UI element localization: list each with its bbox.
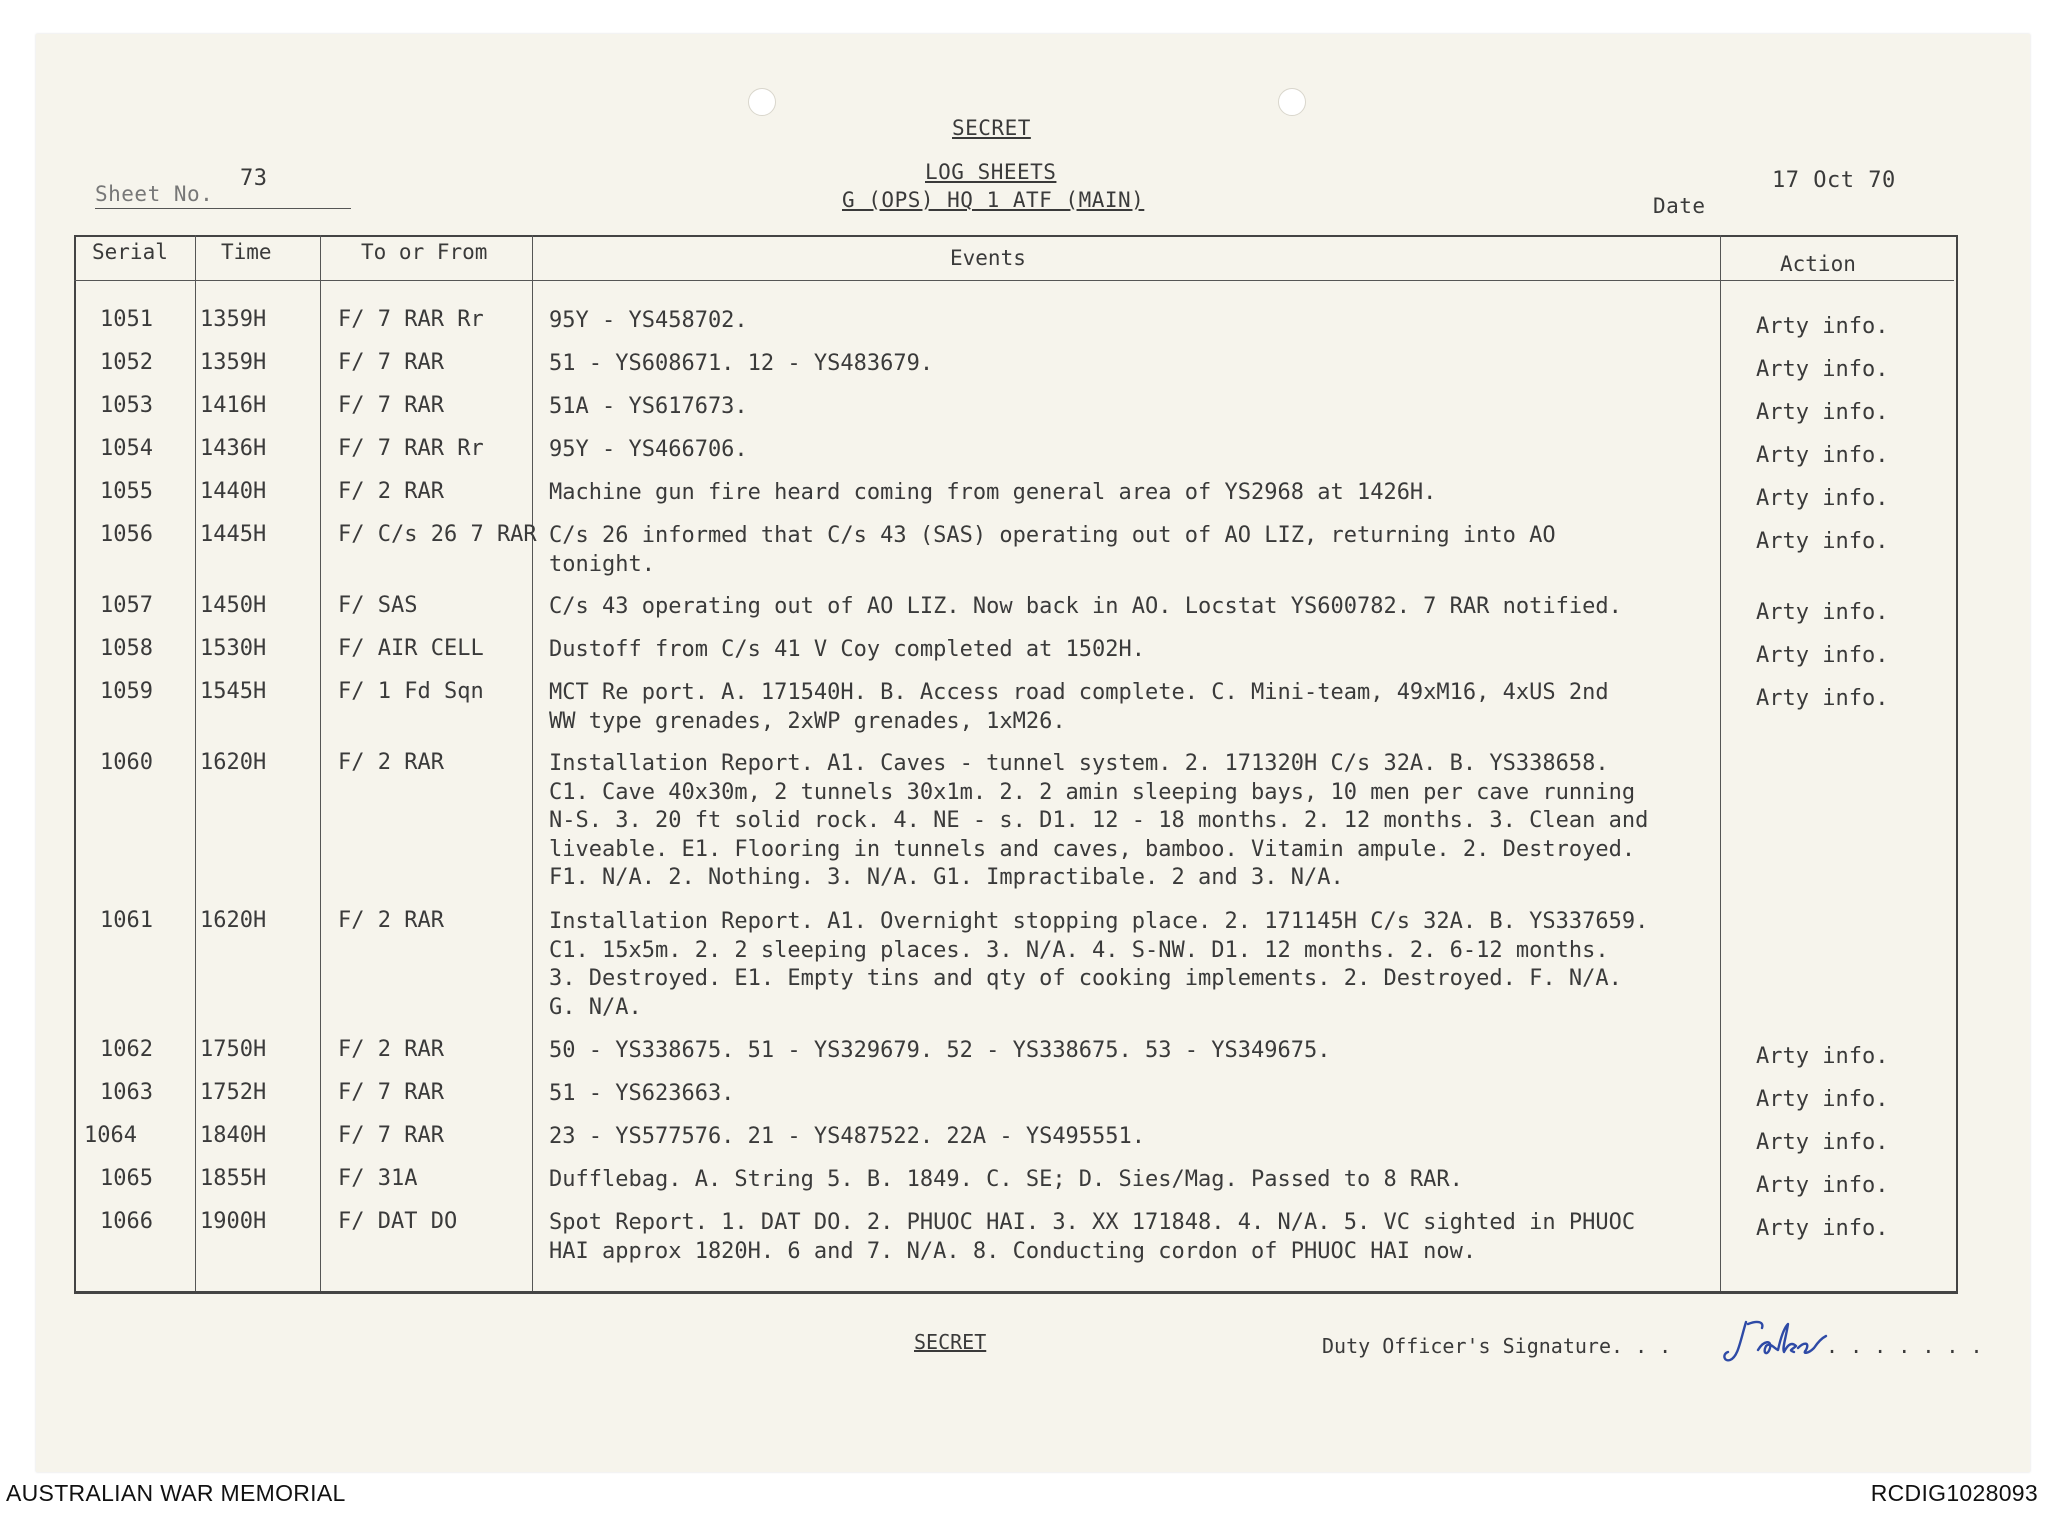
row-action: Arty info.	[1756, 529, 1889, 554]
archive-caption-left: AUSTRALIAN WAR MEMORIAL	[6, 1480, 346, 1506]
row-serial: 1056	[100, 522, 153, 547]
row-time: 1750H	[200, 1037, 267, 1062]
classification-bottom: SECRET	[914, 1330, 987, 1354]
row-serial: 1059	[100, 679, 153, 704]
row-from: F/ 7 RAR	[338, 393, 444, 418]
row-events: 50 - YS338675. 51 - YS329679. 52 - YS338675. 53 - YS349675.	[549, 1038, 1331, 1063]
archive-caption-right: RCDIG1028093	[1870, 1480, 2038, 1506]
row-action: Arty info.	[1756, 1087, 1889, 1112]
row-time: 1450H	[200, 593, 267, 618]
row-time: 1840H	[200, 1123, 267, 1148]
row-serial: 1065	[100, 1166, 153, 1191]
row-serial: 1053	[100, 393, 153, 418]
column-header-time: Time	[221, 240, 272, 264]
col-divider-time	[320, 235, 321, 1291]
row-action: Arty info.	[1756, 1130, 1889, 1155]
row-time: 1359H	[200, 350, 267, 375]
row-from: F/ 7 RAR	[338, 350, 444, 375]
row-time: 1436H	[200, 436, 267, 461]
row-serial: 1062	[100, 1037, 153, 1062]
row-time: 1445H	[200, 522, 267, 547]
row-time: 1620H	[200, 908, 267, 933]
row-serial: 1064	[84, 1123, 137, 1148]
sheet-number-label: Sheet No.	[95, 182, 214, 206]
row-serial: 1052	[100, 350, 153, 375]
row-time: 1620H	[200, 750, 267, 775]
col-divider-events	[1720, 235, 1721, 1291]
row-from: F/ DAT DO	[338, 1209, 458, 1234]
column-header-action: Action	[1780, 252, 1856, 276]
row-events: Spot Report. 1. DAT DO. 2. PHUOC HAI. 3. XX 171848. 4. N/A. 5. VC sighted in PHUOC HAI approx 1820H. 6 and 7. N/A. 8. Conducting cordon of PHUOC HAI now.	[549, 1210, 1636, 1264]
sheet-number: 73	[240, 166, 268, 191]
row-action: Arty info.	[1756, 357, 1889, 382]
row-events: C/s 26 informed that C/s 43 (SAS) operating out of AO LIZ, returning into AO tonight.	[549, 523, 1556, 577]
handwritten-signature	[1718, 1312, 1838, 1372]
row-events: 51A - YS617673.	[549, 394, 748, 419]
row-action: Arty info.	[1756, 686, 1889, 711]
row-from: F/ SAS	[338, 593, 418, 618]
row-serial: 1054	[100, 436, 153, 461]
signature-label: Duty Officer's Signature. . .	[1322, 1334, 1672, 1358]
col-divider-from	[532, 235, 533, 1291]
row-events: MCT Re port. A. 171540H. B. Access road complete. C. Mini-team, 49xM16, 4xUS 2nd WW type grenades, 2xWP grenades, 1xM26.	[549, 680, 1609, 734]
row-serial: 1063	[100, 1080, 153, 1105]
row-time: 1545H	[200, 679, 267, 704]
row-events: 51 - YS608671. 12 - YS483679.	[549, 351, 934, 376]
row-events: C/s 43 operating out of AO LIZ. Now back in AO. Locstat YS600782. 7 RAR notified.	[549, 594, 1622, 619]
row-action: Arty info.	[1756, 1173, 1889, 1198]
row-action: Arty info.	[1756, 1216, 1889, 1241]
row-events: Dufflebag. A. String 5. B. 1849. C. SE; D. Sies/Mag. Passed to 8 RAR.	[549, 1167, 1463, 1192]
row-serial: 1066	[100, 1209, 153, 1234]
row-action: Arty info.	[1756, 443, 1889, 468]
classification-top: SECRET	[952, 116, 1031, 140]
row-action: Arty info.	[1756, 1044, 1889, 1069]
column-header-to-or-from: To or From	[361, 240, 488, 264]
row-from: F/ 7 RAR	[338, 1080, 444, 1105]
punch-hole-left	[748, 88, 776, 116]
row-from: F/ 2 RAR	[338, 1037, 444, 1062]
row-serial: 1051	[100, 307, 153, 332]
row-from: F/ 1 Fd Sqn	[338, 679, 484, 704]
row-events: 23 - YS577576. 21 - YS487522. 22A - YS495551.	[549, 1124, 1146, 1149]
unit-title: G (OPS) HQ 1 ATF (MAIN)	[842, 188, 1145, 212]
row-serial: 1060	[100, 750, 153, 775]
row-from: F/ C/s 26 7 RAR	[338, 522, 537, 547]
row-from: F/ 2 RAR	[338, 750, 444, 775]
row-action: Arty info.	[1756, 643, 1889, 668]
row-time: 1752H	[200, 1080, 267, 1105]
column-header-events: Events	[950, 246, 1026, 270]
row-from: F/ 7 RAR	[338, 1123, 444, 1148]
row-events: Machine gun fire heard coming from general area of YS2968 at 1426H.	[549, 480, 1437, 505]
row-action: Arty info.	[1756, 600, 1889, 625]
row-from: F/ 7 RAR Rr	[338, 436, 484, 461]
row-events: 95Y - YS466706.	[549, 437, 748, 462]
row-time: 1440H	[200, 479, 267, 504]
row-action: Arty info.	[1756, 314, 1889, 339]
row-serial: 1061	[100, 908, 153, 933]
col-divider-serial	[195, 235, 196, 1291]
row-time: 1530H	[200, 636, 267, 661]
row-events: Dustoff from C/s 41 V Coy completed at 1502H.	[549, 637, 1146, 662]
row-serial: 1055	[100, 479, 153, 504]
row-time: 1900H	[200, 1209, 267, 1234]
row-action: Arty info.	[1756, 486, 1889, 511]
row-events: 51 - YS623663.	[549, 1081, 735, 1106]
signature-dots: . . . . . . .	[1826, 1334, 1983, 1358]
row-serial: 1058	[100, 636, 153, 661]
row-events: Installation Report. A1. Caves - tunnel system. 2. 171320H C/s 32A. B. YS338658. C1. Cave 40x30m, 2 tunnels 30x1m. 2. 2 amin sleeping bays, 10 men per cave running N-S. 3. 20 ft solid rock. 4. NE - s. D1. 12 - 18 months. 2. 12 months. 3. Clean and liveable. E1. Flooring in tunnels and caves, bamboo. Vitamin ampule. 2. Destroyed. F1. N/A. 2. Nothing. 3. N/A. G1. Impractibale. 2 and 3. N/A.	[549, 751, 1649, 890]
row-time: 1855H	[200, 1166, 267, 1191]
row-events: Installation Report. A1. Overnight stopping place. 2. 171145H C/s 32A. B. YS337659. C1. 15x5m. 2. 2 sleeping places. 3. N/A. 4. S-NW. D1. 12 months. 2. 6-12 months. 3. Destroyed. E1. Empty tins and qty of cooking implements. 2. Destroyed. F. N/A. G. N/A.	[549, 909, 1649, 1020]
row-events: 95Y - YS458702.	[549, 308, 748, 333]
sheet-number-underline	[95, 208, 351, 209]
date-value: 17 Oct 70	[1772, 168, 1896, 193]
header-divider	[74, 280, 1954, 281]
row-time: 1416H	[200, 393, 267, 418]
row-time: 1359H	[200, 307, 267, 332]
row-from: F/ 2 RAR	[338, 479, 444, 504]
row-from: F/ 31A	[338, 1166, 418, 1191]
row-from: F/ 2 RAR	[338, 908, 444, 933]
log-title: LOG SHEETS	[925, 160, 1057, 184]
row-from: F/ 7 RAR Rr	[338, 307, 484, 332]
row-from: F/ AIR CELL	[338, 636, 484, 661]
row-action: Arty info.	[1756, 400, 1889, 425]
date-label: Date	[1653, 194, 1706, 218]
row-serial: 1057	[100, 593, 153, 618]
column-header-serial: Serial	[92, 240, 168, 264]
punch-hole-right	[1278, 88, 1306, 116]
